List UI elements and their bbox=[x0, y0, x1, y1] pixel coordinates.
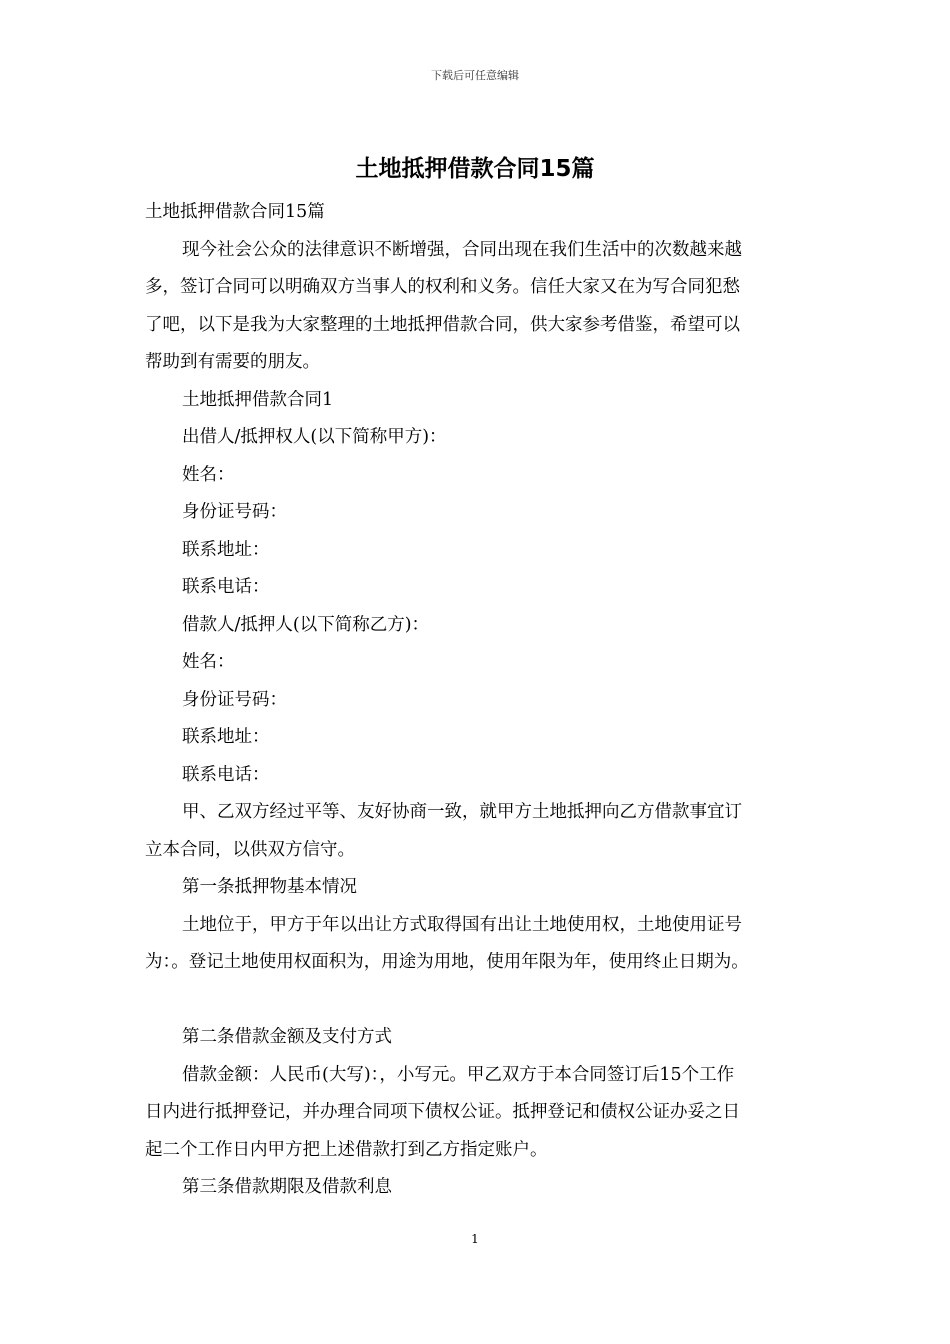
paragraph-line: 帮助到有需要的朋友。 bbox=[145, 352, 320, 372]
paragraph-line: 土地位于，甲方于年以出让方式取得国有出让土地使用权，土地使用证号 bbox=[182, 914, 742, 935]
party-a-heading: 出借人/抵押权人(以下简称甲方)： bbox=[182, 427, 447, 447]
party-b-id-field: 身份证号码： bbox=[182, 689, 287, 710]
party-a-phone-field: 联系电话： bbox=[182, 577, 270, 597]
page-number: 1 bbox=[471, 1232, 479, 1246]
party-b-address-field: 联系地址： bbox=[182, 727, 270, 747]
paragraph-line: 为：。登记土地使用权面积为，用途为用地，使用年限为年，使用终止日期为。 bbox=[145, 952, 749, 972]
party-a-id-field: 身份证号码： bbox=[182, 502, 287, 522]
article-heading: 第二条借款金额及支付方式 bbox=[182, 1027, 392, 1047]
paragraph-line: 借款金额：人民币(大写)：，小写元。甲乙双方于本合同签订后15个工作 bbox=[182, 1064, 735, 1085]
document-body bbox=[145, 194, 815, 1207]
paragraph-line: 甲、乙双方经过平等、友好协商一致，就甲方土地抵押向乙方借款事宜订 bbox=[182, 802, 742, 822]
document-title: 土地抵押借款合同15篇 bbox=[355, 156, 595, 182]
party-b-name-field: 姓名： bbox=[182, 652, 235, 672]
section-heading: 土地抵押借款合同1 bbox=[182, 389, 334, 410]
paragraph-line: 多，签订合同可以明确双方当事人的权利和义务。信任大家又在为写合同犯愁 bbox=[145, 277, 740, 297]
article-heading: 第一条抵押物基本情况 bbox=[182, 877, 357, 897]
header-note: 下载后可任意编辑 bbox=[431, 69, 519, 82]
paragraph-line: 了吧，以下是我为大家整理的土地抵押借款合同，供大家参考借鉴，希望可以 bbox=[145, 314, 740, 335]
party-a-name-field: 姓名： bbox=[182, 464, 235, 485]
party-b-heading: 借款人/抵押人(以下简称乙方)： bbox=[182, 614, 430, 635]
party-b-phone-field: 联系电话： bbox=[182, 764, 270, 785]
article-heading: 第三条借款期限及借款利息 bbox=[182, 1177, 392, 1197]
paragraph-line: 现今社会公众的法律意识不断增强，合同出现在我们生活中的次数越来越 bbox=[182, 239, 742, 260]
blank-line bbox=[145, 982, 815, 1020]
paragraph-line: 起二个工作日内甲方把上述借款打到乙方指定账户。 bbox=[145, 1139, 548, 1160]
paragraph-line: 立本合同，以供双方信守。 bbox=[145, 839, 355, 860]
paragraph-line: 日内进行抵押登记，并办理合同项下债权公证。抵押登记和债权公证办妥之日 bbox=[145, 1102, 740, 1122]
party-a-address-field: 联系地址： bbox=[182, 539, 270, 560]
subtitle-line: 土地抵押借款合同15篇 bbox=[145, 202, 325, 222]
